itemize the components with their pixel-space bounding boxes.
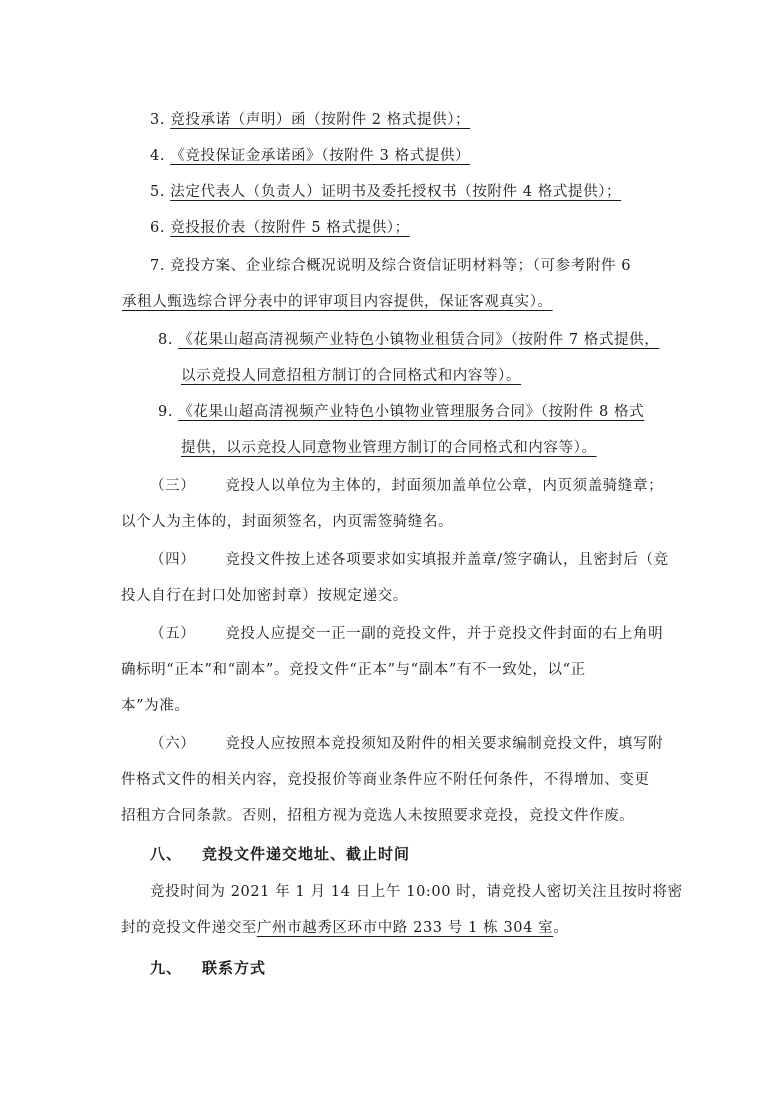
item-text-line1: 《花果山超高清视频产业特色小镇物业租赁合同》（按附件 7 格式提供， bbox=[178, 332, 660, 348]
item-number: 6. bbox=[150, 220, 166, 236]
section-5 bbox=[150, 624, 663, 644]
item-text-line2: 承租人甄选综合评分表中的评审项目内容提供，保证客观真实）。 bbox=[122, 294, 553, 310]
list-item-3 bbox=[150, 110, 470, 130]
section-text-line1: 竞投人以单位为主体的，封面须加盖单位公章，内页须盖骑缝章； bbox=[225, 478, 664, 494]
deadline-prefix: 封的竞投文件递交至 bbox=[121, 920, 257, 936]
heading-text: 联系方式 bbox=[202, 959, 267, 977]
section-text-line2: 以个人为主体的，封面须签名，内页需签骑缝名。 bbox=[121, 514, 454, 530]
section-text-line1: 竞投人应按照本竞投须知及附件的相关要求编制竞投文件，填写附 bbox=[225, 736, 664, 752]
heading-text: 竞投文件递交地址、截止时间 bbox=[202, 845, 411, 863]
section-6 bbox=[150, 734, 663, 754]
item-number: 7. bbox=[150, 258, 166, 274]
item-text-line2: 以示竞投人同意招租方制订的合同格式和内容等）。 bbox=[181, 368, 522, 384]
item-number: 5. bbox=[150, 184, 166, 200]
list-item-7 bbox=[150, 256, 631, 276]
item-text: 竞投报价表（按附件 5 格式提供）； bbox=[170, 220, 410, 236]
deadline-suffix: 。 bbox=[553, 920, 569, 936]
section-text-line3: 本”为准。 bbox=[121, 698, 190, 714]
section-heading-8 bbox=[150, 844, 410, 864]
section-label: （三） bbox=[150, 478, 196, 494]
item-text: 法定代表人（负责人）证明书及委托授权书（按附件 4 格式提供）； bbox=[170, 184, 622, 200]
section-heading-9 bbox=[150, 958, 266, 978]
section-text-line2: 件格式文件的相关内容，竞投报价等商业条件应不附任何条件，不得增加、变更 bbox=[121, 772, 650, 788]
section-label: （四） bbox=[150, 552, 196, 568]
section-text-line1: 竞投文件按上述各项要求如实填报并盖章/签字确认，且密封后（竞 bbox=[225, 552, 669, 568]
heading-number: 八、 bbox=[150, 845, 183, 863]
item-text: 《竞投保证金承诺函》（按附件 3 格式提供） bbox=[170, 148, 471, 164]
section-text-line2: 确标明“正本”和“副本”。竞投文件“正本”与“副本”有不一致处，以“正 bbox=[121, 662, 586, 678]
list-item-4 bbox=[150, 146, 470, 166]
item-number: 3. bbox=[150, 112, 166, 128]
item-text-line2: 提供，以示竞投人同意物业管理方制订的合同格式和内容等）。 bbox=[181, 440, 597, 456]
list-item-6 bbox=[150, 218, 410, 238]
item-text-line1: 竞投方案、企业综合概况说明及综合资信证明材料等；（可参考附件 6 bbox=[170, 258, 632, 274]
deadline-line1: 竞投时间为 2021 年 1 月 14 日上午 10:00 时，请竞投人密切关注且按时将密 bbox=[150, 884, 683, 900]
section-3 bbox=[150, 476, 663, 496]
item-number: 8. bbox=[158, 332, 174, 348]
section-4 bbox=[150, 550, 669, 570]
section-text-line2: 投人自行在封口处加密封章）按规定递交。 bbox=[121, 588, 408, 604]
item-number: 9. bbox=[158, 404, 174, 420]
item-text-line1: 《花果山超高清视频产业特色小镇物业管理服务合同》（按附件 8 格式 bbox=[178, 404, 645, 420]
section-text-line1: 竞投人应提交一正一副的竞投文件，并于竞投文件封面的右上角明 bbox=[225, 626, 664, 642]
item-number: 4. bbox=[150, 148, 166, 164]
item-text: 竞投承诺（声明）函（按附件 2 格式提供）； bbox=[170, 112, 471, 128]
section-label: （五） bbox=[150, 626, 196, 642]
list-item-9 bbox=[158, 402, 644, 422]
section-text-line3: 招租方合同条款。否则，招租方视为竞选人未按照要求竞投，竞投文件作废。 bbox=[121, 808, 635, 824]
list-item-8 bbox=[158, 330, 659, 350]
deadline-line2 bbox=[121, 918, 568, 938]
heading-number: 九、 bbox=[150, 959, 183, 977]
section-label: （六） bbox=[150, 736, 196, 752]
list-item-5 bbox=[150, 182, 621, 202]
submission-address: 广州市越秀区环市中路 233 号 1 栋 304 室 bbox=[256, 920, 554, 936]
